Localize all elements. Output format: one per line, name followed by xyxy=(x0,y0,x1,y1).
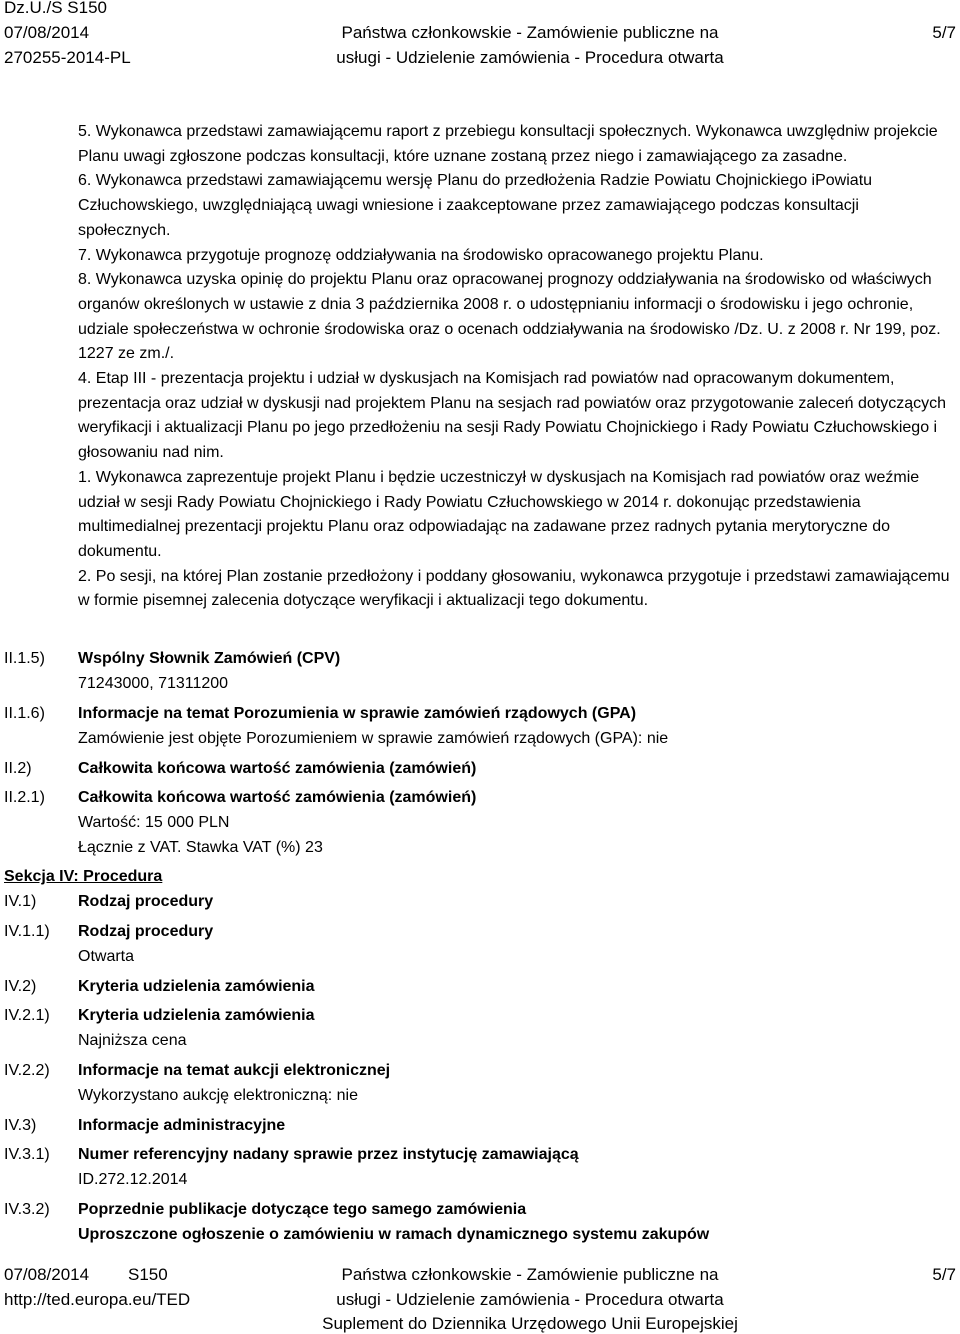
paragraph-stage-4-item-1: 1. Wykonawca zaprezentuje projekt Planu i będzie uczestniczył w dyskusjach na Komisjach rad powiatów oraz weźmie udział w sesji Rady Powiatu Chojnickiego i Rady Powiatu Człuchowskiego w 2014 r. dokonując przedstawienia multimedialnej prezentacji projektu Planu oraz odpowiadając na zadawane przez radnych pytania merytoryczne do dokumentu. xyxy=(78,468,920,560)
body-text xyxy=(78,120,954,614)
footer-title-line3: Suplement do Dziennika Urzędowego Unii Europejskiej xyxy=(322,1314,738,1333)
section-code: IV.2.1) xyxy=(4,1007,50,1024)
section-code: IV.1.1) xyxy=(4,923,50,940)
section-code: IV.3.1) xyxy=(4,1146,50,1163)
header-page-number: 5/7 xyxy=(932,23,956,42)
cpv-codes: 71243000, 71311200 xyxy=(78,675,229,692)
prev-value-row xyxy=(4,1223,954,1249)
auction-value-row xyxy=(4,1084,954,1110)
footer-title-line2: usługi - Udzielenie zamówienia - Procedura otwarta xyxy=(336,1290,724,1309)
section-procedure-sub xyxy=(4,920,954,946)
value-amount: Wartość: 15 000 PLN xyxy=(78,814,230,831)
notice-id: 270255-2014-PL xyxy=(4,48,131,67)
section-iv-title: Sekcja IV: Procedura xyxy=(4,868,163,885)
section-code: IV.1) xyxy=(4,893,37,910)
section-code: IV.2) xyxy=(4,978,37,995)
section-code: II.1.5) xyxy=(4,650,45,667)
section-total-value xyxy=(4,757,954,783)
paragraph-step-5: 5. Wykonawca przedstawi zamawiającemu raport z przebiegu konsultacji społecznych. Wykonawca uwzględniw projekcie Planu uwagi zgłoszone podczas konsultacji, które uznane zostaną przez niego i zamawiającego za zasadne. xyxy=(78,123,938,165)
gpa-value-row xyxy=(4,727,954,753)
header-title-line2: usługi - Udzielenie zamówienia - Procedura otwarta xyxy=(336,48,724,67)
section-total-value-sub xyxy=(4,786,954,812)
section-gpa xyxy=(4,702,954,728)
section-heading: Kryteria udzielenia zamówienia xyxy=(78,1007,315,1024)
publication-ref: Dz.U./S S150 xyxy=(4,0,107,17)
section-code: IV.2.2) xyxy=(4,1062,50,1079)
section-auction xyxy=(4,1059,954,1085)
section-criteria xyxy=(4,975,954,1001)
section-heading: Rodzaj procedury xyxy=(78,893,214,910)
footer-page-number: 5/7 xyxy=(932,1265,956,1284)
gpa-value: Zamówienie jest objęte Porozumieniem w sprawie zamówień rządowych (GPA): nie xyxy=(78,730,669,747)
section-code: II.1.6) xyxy=(4,705,45,722)
header-date: 07/08/2014 xyxy=(4,23,90,42)
paragraph-stage-4: 4. Etap III - prezentacja projektu i udział w dyskusjach na Komisjach rad powiatów nad opracowanym dokumentem, prezentacja oraz udział w dyskusji nad projektem Planu na sesjach rad powiatów oraz przygotowanie zaleceń dotyczących weryfikacji i aktualizacji Planu po jego przedłożeniu na sesji Rady Powiatu Chojnickiego i Rady Powiatu Człuchowskiego i głosowaniu nad nim. xyxy=(78,370,947,462)
criteria-value-row xyxy=(4,1029,954,1055)
footer-title-line1: Państwa członkowskie - Zamówienie publiczne na xyxy=(341,1265,719,1284)
prev-value: Uproszczone ogłoszenie o zamówieniu w ramach dynamicznego systemu zakupów xyxy=(78,1226,710,1243)
procedure-type: Otwarta xyxy=(78,948,135,965)
section-code: II.2) xyxy=(4,760,32,777)
footer-date: 07/08/2014 xyxy=(4,1265,90,1284)
section-heading: Rodzaj procedury xyxy=(78,923,214,940)
section-heading: Całkowita końcowa wartość zamówienia (zamówień) xyxy=(78,789,477,806)
section-heading: Informacje administracyjne xyxy=(78,1117,286,1134)
header-title-line1: Państwa członkowskie - Zamówienie publiczne na xyxy=(341,23,719,42)
procedure-type-row xyxy=(4,945,954,971)
cpv-values-row xyxy=(4,672,954,698)
footer-url[interactable]: http://ted.europa.eu/TED xyxy=(4,1290,191,1309)
section-heading: Kryteria udzielenia zamówienia xyxy=(78,978,315,995)
refnum-value-row xyxy=(4,1168,954,1194)
vat-info-row xyxy=(4,836,954,862)
section-heading: Informacje na temat aukcji elektronicznej xyxy=(78,1062,391,1079)
section-refnum xyxy=(4,1143,954,1169)
paragraph-step-7: 7. Wykonawca przygotuje prognozę oddziaływania na środowisko opracowanego projektu Planu. xyxy=(78,246,764,264)
paragraph-step-8: 8. Wykonawca uzyska opinię do projektu Planu oraz opracowanej prognozy oddziaływania na środowisko od właściwych organów określonych w ustawie z dnia 3 października 2008 r. o udostępnianiu informacji o środowisku i jego ochronie, udziale społeczeństwa w ochronie środowiska oraz o ocenach oddziaływania na środowisko /Dz. U. z 2008 r. Nr 199, poz. 1227 ze zm./. xyxy=(78,271,941,363)
section-criteria-sub xyxy=(4,1004,954,1030)
auction-value: Wykorzystano aukcję elektroniczną: nie xyxy=(78,1087,358,1104)
section-heading: Wspólny Słownik Zamówień (CPV) xyxy=(78,650,341,667)
footer-series: S150 xyxy=(128,1265,168,1284)
value-amount-row xyxy=(4,811,954,837)
paragraph-stage-4-item-2: 2. Po sesji, na której Plan zostanie przedłożony i poddany głosowaniu, wykonawca przygotuje i przedstawi zamawiającemu w formie pisemnej zalecenia dotyczące weryfikacji i aktualizacji tego dokumentu. xyxy=(78,567,950,610)
vat-info: Łącznie z VAT. Stawka VAT (%) 23 xyxy=(78,839,323,856)
section-heading: Informacje na temat Porozumienia w sprawie zamówień rządowych (GPA) xyxy=(78,705,637,722)
section-cpv xyxy=(4,647,954,673)
section-prev-publications xyxy=(4,1198,954,1224)
section-code: IV.3.2) xyxy=(4,1201,50,1218)
section-heading: Całkowita końcowa wartość zamówienia (zamówień) xyxy=(78,760,477,777)
section-heading: Poprzednie publikacje dotyczące tego samego zamówienia xyxy=(78,1201,527,1218)
criteria-value: Najniższa cena xyxy=(78,1032,187,1049)
paragraph-step-6: 6. Wykonawca przedstawi zamawiającemu wersję Planu do przedłożenia Radzie Powiatu Chojnickiego iPowiatu Człuchowskiego, uwzględniającą uwagi wniesione i zaakceptowane przez zamawiającego podczas konsultacji społecznych. xyxy=(78,172,873,239)
section-admin xyxy=(4,1114,954,1140)
section-code: IV.3) xyxy=(4,1117,37,1134)
section-procedure xyxy=(4,890,954,916)
refnum-value: ID.272.12.2014 xyxy=(78,1171,188,1188)
section-code: II.2.1) xyxy=(4,789,45,806)
section-heading: Numer referencyjny nadany sprawie przez instytucję zamawiającą xyxy=(78,1146,579,1163)
